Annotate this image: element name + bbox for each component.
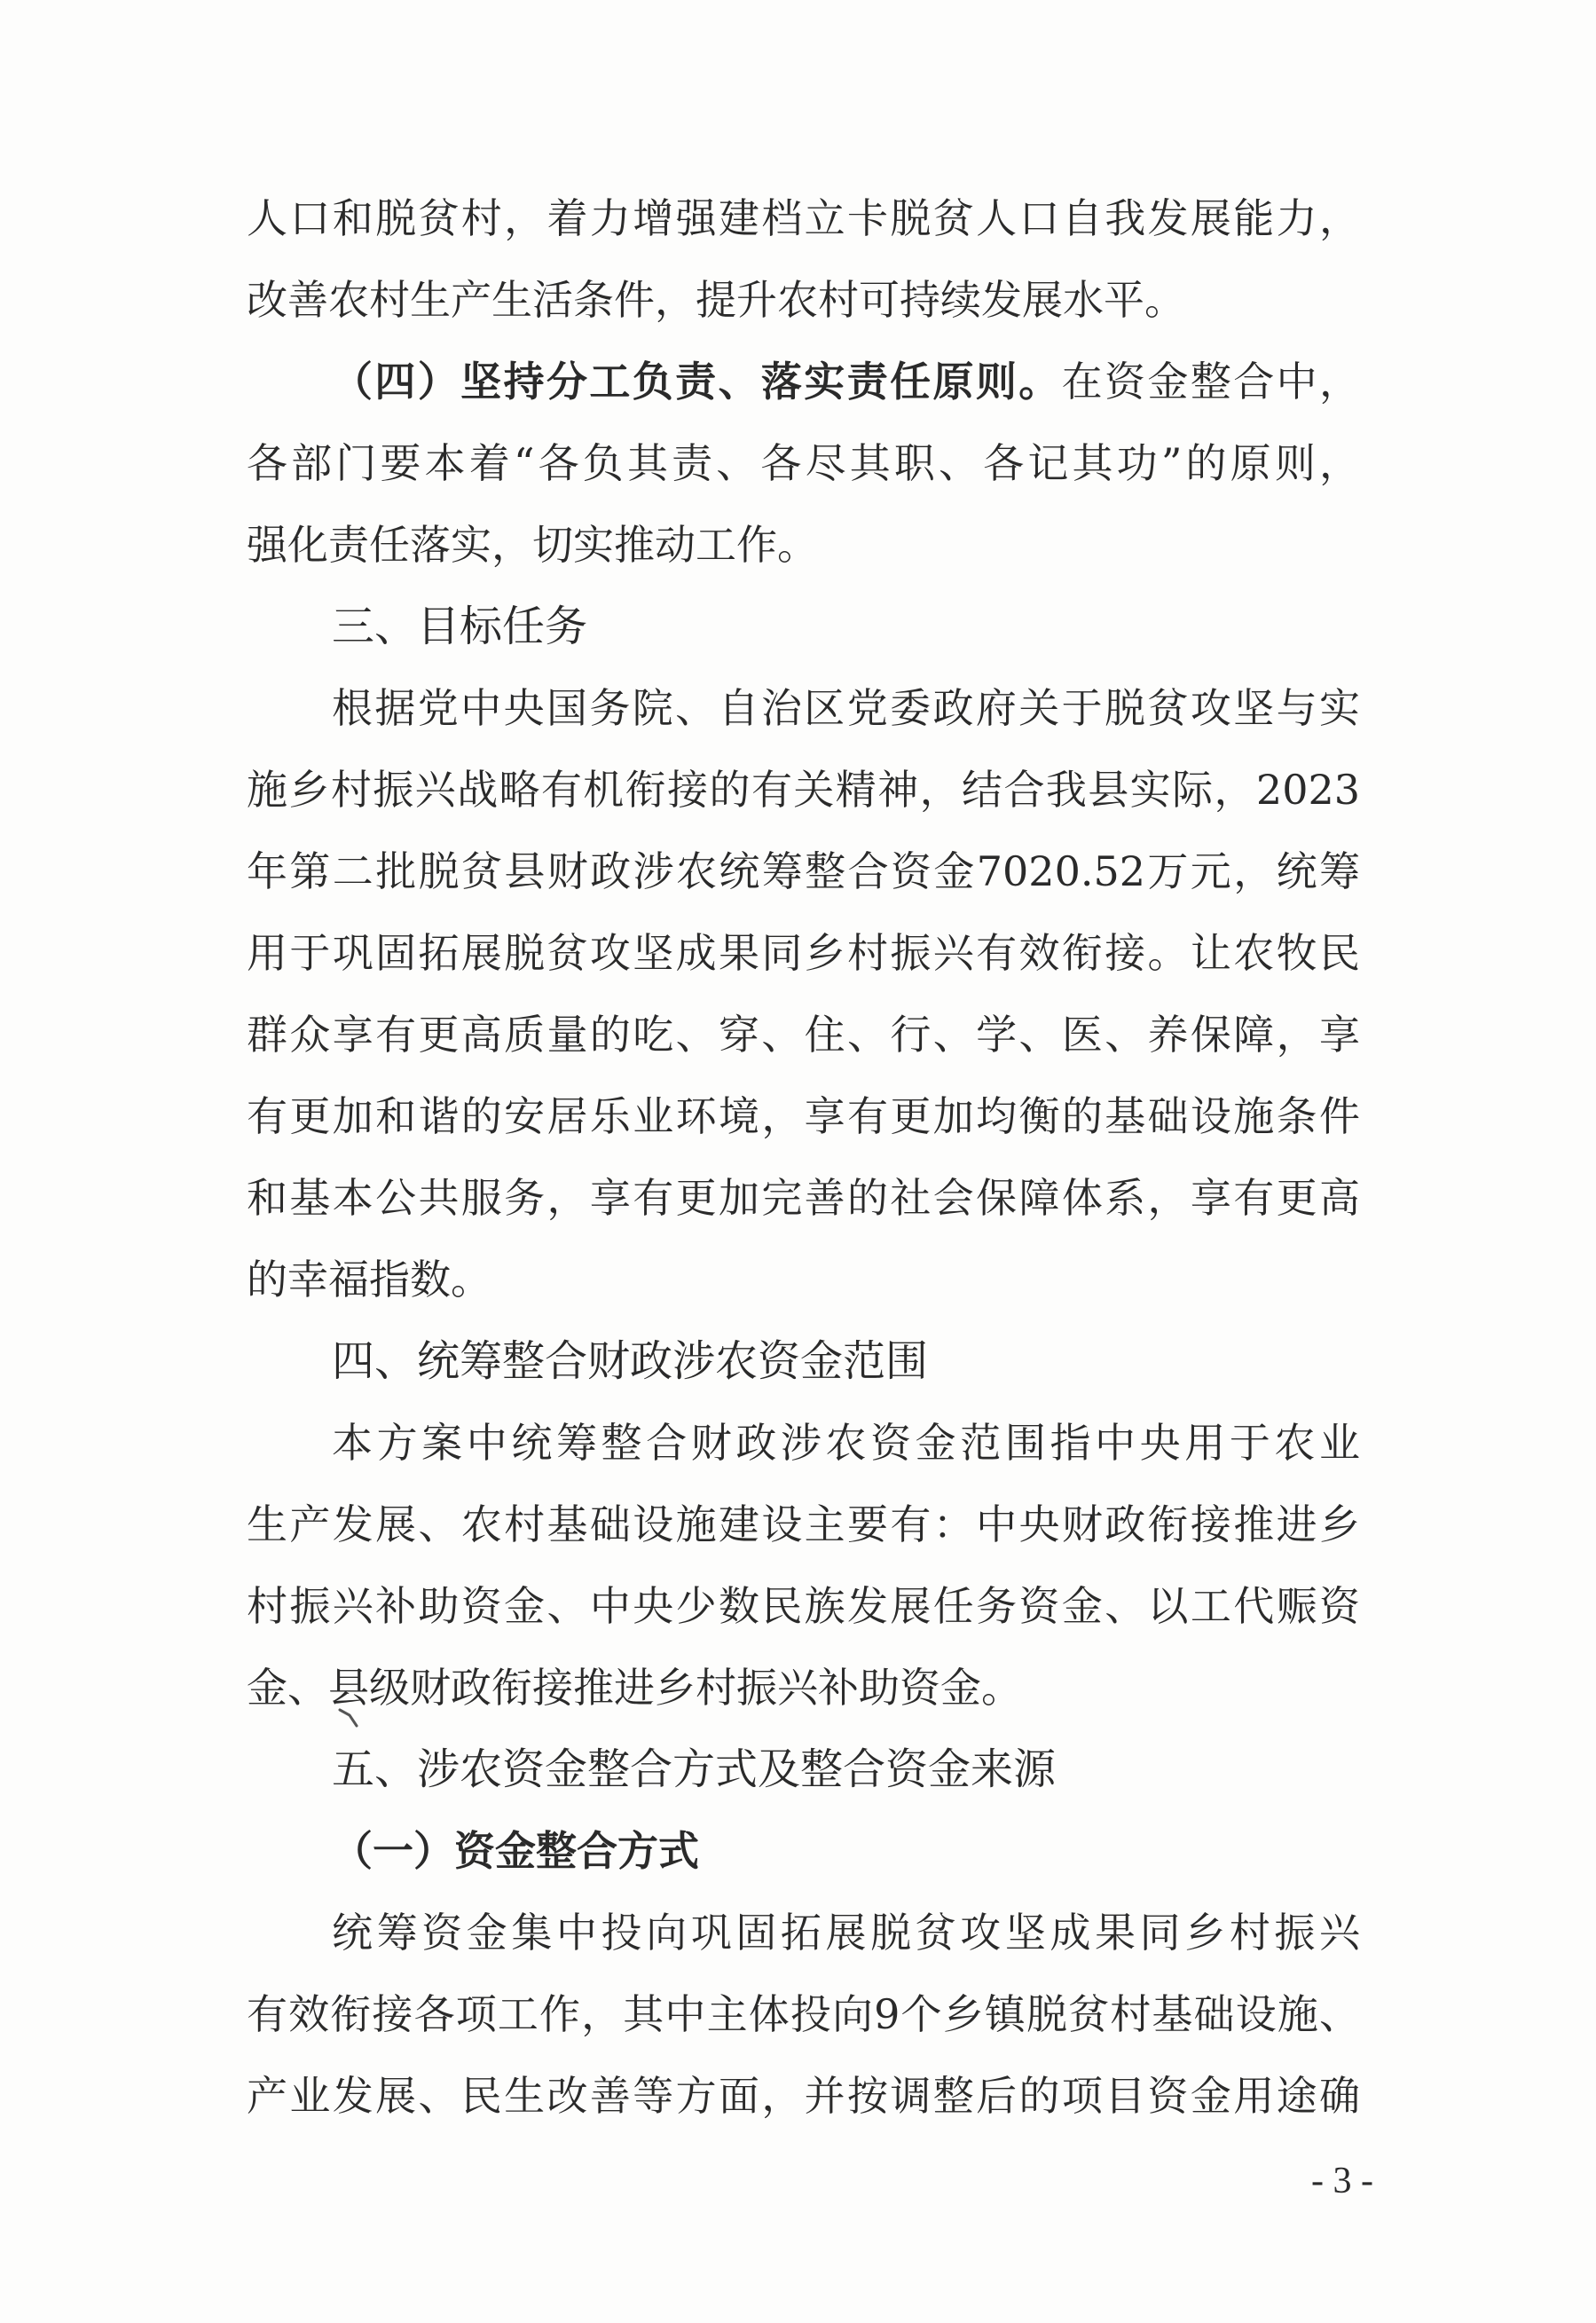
principle-4-heading: （四）坚持分工负责、落实责任原则。	[332, 358, 1062, 406]
stray-pen-mark-icon	[337, 1706, 360, 1729]
paragraph-line: 改善农村生产生活条件，提升农村可持续发展水平。	[247, 276, 1185, 324]
paragraph-line: 根据党中央国务院、自治区党委政府关于脱贫攻坚与实	[332, 684, 1360, 732]
paragraph-line: 金、县级财政衔接推进乡村振兴补助资金。	[247, 1664, 1022, 1712]
page-number: - 3 -	[1311, 2161, 1373, 2201]
subsection-heading-1: （一）资金整合方式	[332, 1827, 699, 1875]
principle-4-text: 在资金整合中，	[1061, 358, 1361, 406]
paragraph-line: 人口和脱贫村，着力增强建档立卡脱贫人口自我发展能力，	[247, 194, 1360, 242]
paragraph-line: 各部门要本着“各负其责、各尽其职、各记其功”的原则，	[247, 439, 1360, 487]
paragraph-line: 和基本公共服务，享有更加完善的社会保障体系，享有更高	[247, 1174, 1360, 1222]
paragraph-line: 统筹资金集中投向巩固拓展脱贫攻坚成果同乡村振兴	[332, 1909, 1360, 1957]
paragraph-line: 生产发展、农村基础设施建设主要有：中央财政衔接推进乡	[247, 1500, 1360, 1548]
paragraph-line: 有效衔接各项工作，其中主体投向9个乡镇脱贫村基础设施、	[247, 1990, 1360, 2038]
paragraph-line: 施乡村振兴战略有机衔接的有关精神，结合我县实际，2023	[247, 766, 1360, 814]
paragraph-line: 年第二批脱贫县财政涉农统筹整合资金7020.52万元，统筹	[247, 847, 1360, 895]
paragraph-line: 强化责任落实，切实推动工作。	[247, 521, 818, 569]
paragraph-line: 的幸福指数。	[247, 1256, 491, 1303]
paragraph-line: 有更加和谐的安居乐业环境，享有更加均衡的基础设施条件	[247, 1092, 1360, 1140]
section-heading-3: 三、目标任务	[332, 602, 588, 651]
paragraph-line: 本方案中统筹整合财政涉农资金范围指中央用于农业	[332, 1419, 1360, 1467]
paragraph-line: 用于巩固拓展脱贫攻坚成果同乡村振兴有效衔接。让农牧民	[247, 929, 1360, 977]
paragraph-line: 村振兴补助资金、中央少数民族发展任务资金、以工代赈资	[247, 1582, 1360, 1630]
principle-4-line	[332, 355, 1360, 408]
paragraph-line: 产业发展、民生改善等方面，并按调整后的项目资金用途确	[247, 2072, 1360, 2120]
section-heading-5: 五、涉农资金整合方式及整合资金来源	[332, 1744, 1057, 1794]
paragraph-line: 群众享有更高质量的吃、穿、住、行、学、医、养保障，享	[247, 1011, 1360, 1059]
section-heading-4: 四、统筹整合财政涉农资金范围	[332, 1336, 929, 1386]
